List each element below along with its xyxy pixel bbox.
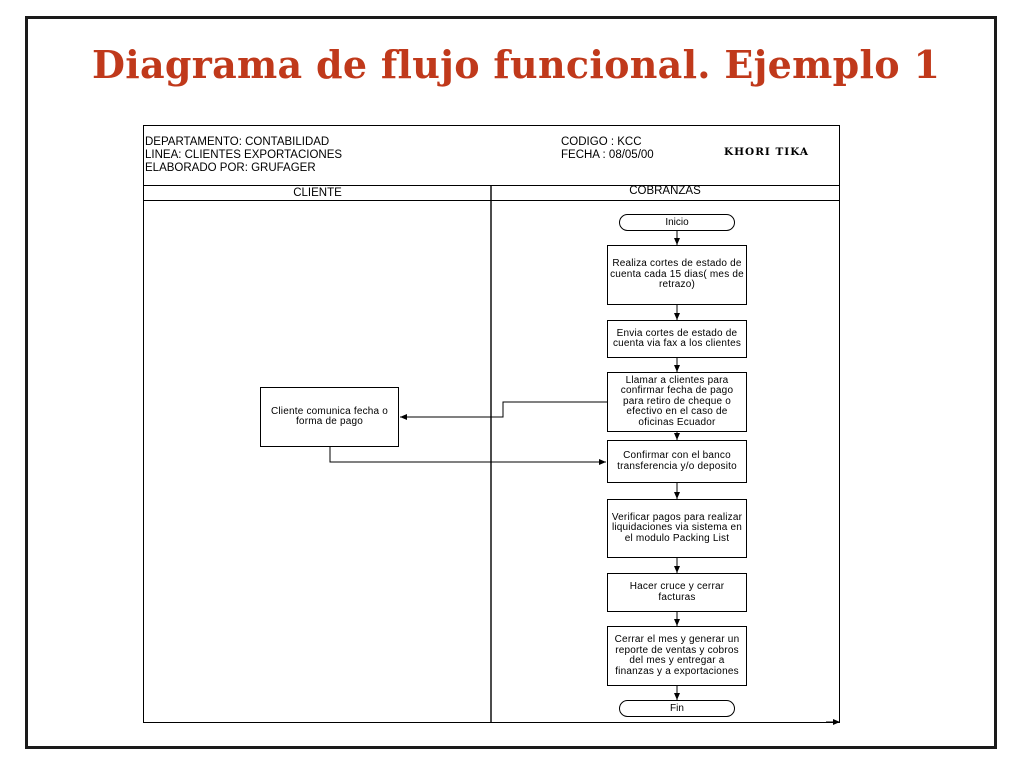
header-elaborado: ELABORADO POR: GRUFAGER xyxy=(145,162,316,174)
lane-label-cliente: CLIENTE xyxy=(293,187,342,199)
node-step1: Realiza cortes de estado de cuenta cada 15 dias( mes de retrazo) xyxy=(607,245,747,305)
slide-title: Diagrama de flujo funcional. Ejemplo 1 xyxy=(92,42,941,87)
node-step3: Llamar a clientes para confirmar fecha de pago para retiro de cheque o efectivo en el caso de oficinas Ecuador xyxy=(607,372,747,432)
header-fecha: FECHA : 08/05/00 xyxy=(561,149,654,161)
header-departamento: DEPARTAMENTO: CONTABILIDAD xyxy=(145,136,330,148)
node-step2: Envia cortes de estado de cuenta via fax a los clientes xyxy=(607,320,747,358)
node-inicio: Inicio xyxy=(619,214,735,231)
company-logo: KHORI TIKA xyxy=(724,146,810,158)
node-cliente: Cliente comunica fecha o forma de pago xyxy=(260,387,399,447)
node-step5: Verificar pagos para realizar liquidaciones via sistema en el modulo Packing List xyxy=(607,499,747,558)
node-step7: Cerrar el mes y generar un reporte de ventas y cobros del mes y entregar a finanzas y a exportaciones xyxy=(607,626,747,686)
arrow-cliente-step4 xyxy=(330,447,606,462)
node-step4: Confirmar con el banco transferencia y/o deposito xyxy=(607,440,747,483)
arrow-step3-cliente xyxy=(400,402,607,417)
lane-label-cobranzas: COBRANZAS xyxy=(629,185,701,197)
header-codigo: CODIGO : KCC xyxy=(561,136,642,148)
node-step6: Hacer cruce y cerrar facturas xyxy=(607,573,747,612)
header-linea: LINEA: CLIENTES EXPORTACIONES xyxy=(145,149,343,161)
node-fin: Fin xyxy=(619,700,735,717)
